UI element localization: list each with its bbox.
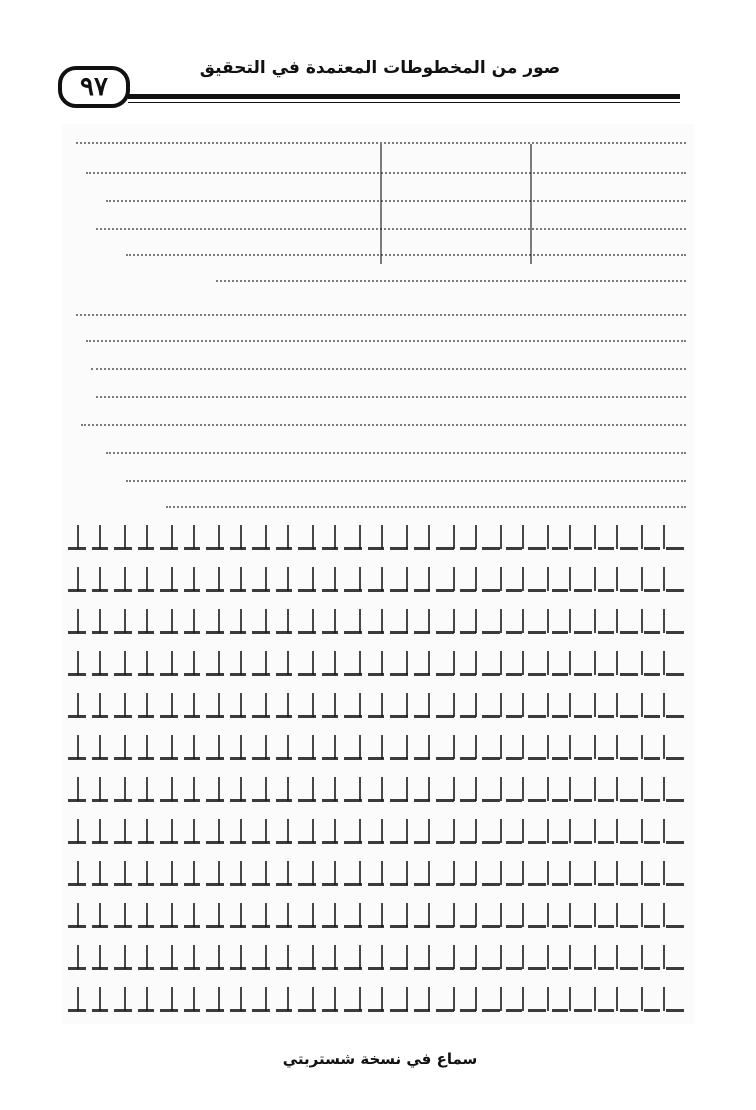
manuscript-note-line (106, 442, 686, 464)
handwriting-stroke (68, 715, 686, 718)
handwriting-stroke (68, 631, 686, 634)
manuscript-text-line (68, 771, 686, 811)
manuscript-note-line (166, 496, 686, 514)
header-rule-thick (128, 94, 680, 99)
manuscript-note-line (216, 270, 686, 292)
handwriting-stroke (68, 673, 686, 676)
handwriting-stroke (68, 547, 686, 550)
manuscript-image (62, 124, 694, 1024)
manuscript-column-rule (380, 144, 382, 264)
header-rule-thin (128, 102, 680, 103)
manuscript-text-line (68, 897, 686, 937)
manuscript-text-line (68, 729, 686, 769)
manuscript-text-line (68, 561, 686, 601)
manuscript-text-line (68, 687, 686, 727)
handwriting-stroke (68, 883, 686, 886)
manuscript-note-line (126, 470, 686, 492)
handwriting-letters (68, 735, 686, 759)
header-title: صور من المخطوطات المعتمدة في التحقيق (199, 58, 561, 78)
manuscript-text-line (68, 981, 686, 1021)
manuscript-note-line (91, 358, 686, 380)
manuscript-text-line (68, 813, 686, 853)
handwriting-letters (68, 987, 686, 1011)
handwriting-letters (68, 525, 686, 549)
handwriting-stroke (68, 967, 686, 970)
manuscript-upper-notes (62, 124, 694, 514)
handwriting-stroke (68, 841, 686, 844)
page-number-badge (58, 66, 130, 108)
manuscript-main-text (62, 519, 694, 1024)
handwriting-letters (68, 651, 686, 675)
manuscript-text-line (68, 939, 686, 979)
handwriting-stroke (68, 757, 686, 760)
manuscript-note-line (86, 162, 686, 184)
manuscript-note-line (96, 386, 686, 408)
manuscript-note-line (106, 190, 686, 212)
handwriting-stroke (68, 799, 686, 802)
handwriting-letters (68, 567, 686, 591)
manuscript-text-line (68, 519, 686, 559)
handwriting-stroke (68, 589, 686, 592)
handwriting-letters (68, 819, 686, 843)
handwriting-letters (68, 693, 686, 717)
manuscript-note-line (76, 304, 686, 326)
handwriting-letters (68, 777, 686, 801)
page-number: ٩٧ (80, 72, 108, 102)
manuscript-column-rule (530, 144, 532, 264)
handwriting-letters (68, 903, 686, 927)
handwriting-letters (68, 861, 686, 885)
figure-caption: سماع في نسخة شستربتي (282, 1050, 478, 1068)
handwriting-stroke (68, 925, 686, 928)
handwriting-stroke (68, 1009, 686, 1012)
handwriting-letters (68, 609, 686, 633)
manuscript-note-line (81, 414, 686, 436)
handwriting-letters (68, 945, 686, 969)
manuscript-note-line (96, 218, 686, 240)
manuscript-text-line (68, 603, 686, 643)
manuscript-text-line (68, 855, 686, 895)
manuscript-text-line (68, 645, 686, 685)
manuscript-note-line (126, 244, 686, 266)
manuscript-note-line (86, 330, 686, 352)
